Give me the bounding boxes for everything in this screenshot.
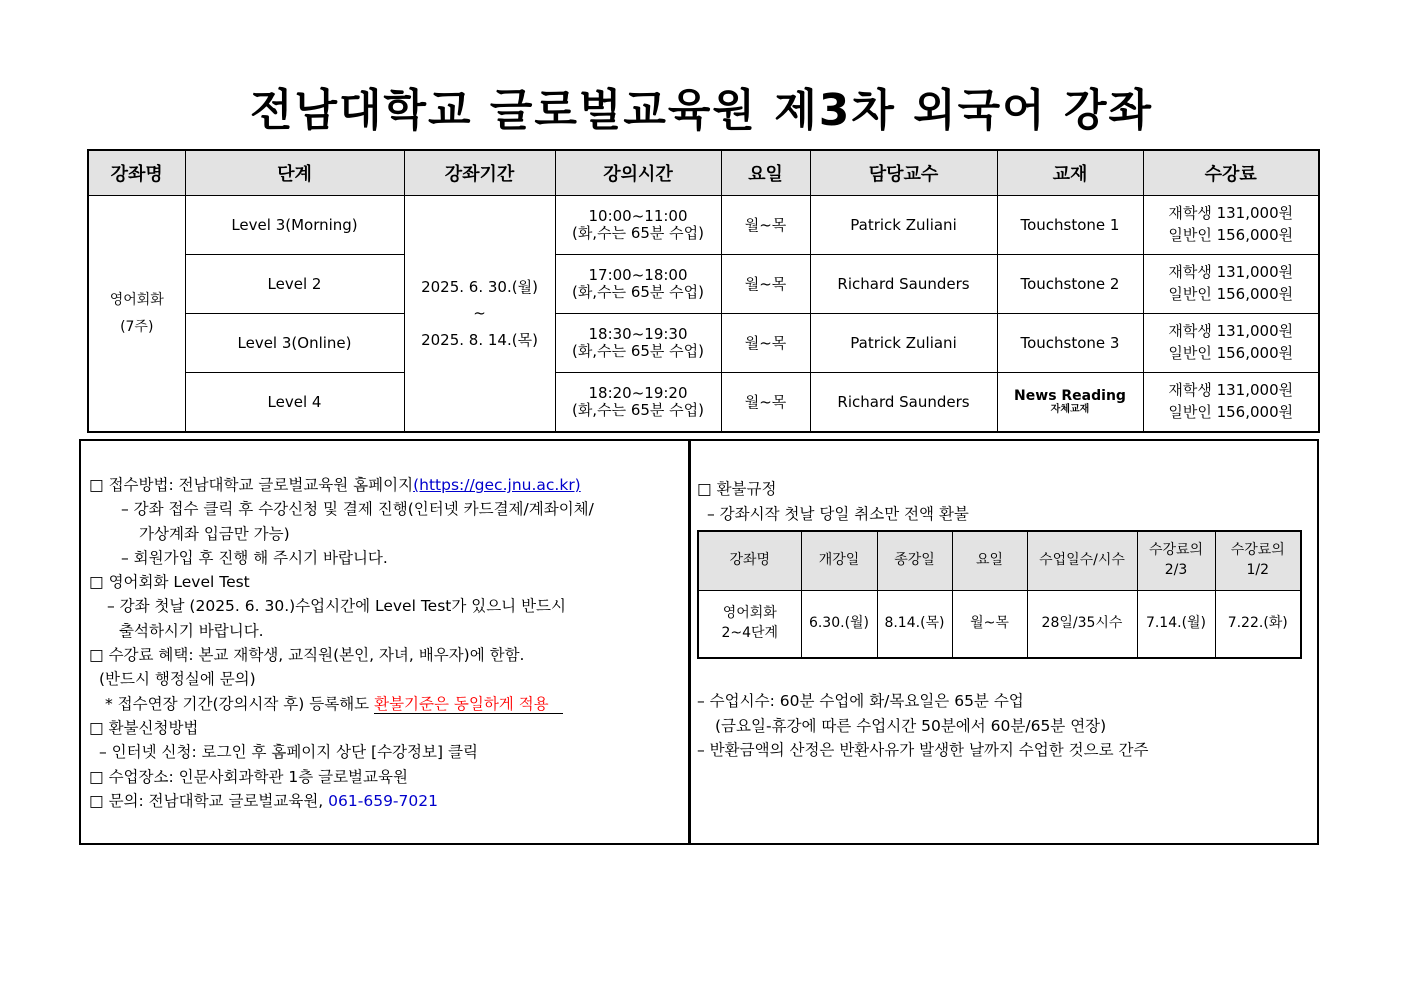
refund-policy-lines xyxy=(697,477,969,526)
fee-cell xyxy=(1143,254,1319,313)
refund-header-start: 개강일 xyxy=(801,531,877,591)
extension-note xyxy=(89,692,594,716)
contact-info xyxy=(89,789,594,813)
registration-signup-note: – 회원가입 후 진행 해 주시기 바랍니다. xyxy=(121,548,388,567)
time-range: 17:00~18:00 xyxy=(588,266,688,285)
header-time: 강의시간 xyxy=(555,150,721,196)
period-start: 2025. 6. 30.(월) xyxy=(421,278,538,297)
refund-header-two-thirds xyxy=(1137,531,1215,591)
fee-general: 일반인 156,000원 xyxy=(1168,284,1294,303)
registration-step-cont: 가상계좌 입금만 가능) xyxy=(139,524,290,543)
refund-table xyxy=(697,530,1302,659)
refund-policy-rule: – 강좌시작 첫날 당일 취소만 전액 환불 xyxy=(707,504,969,523)
table-row xyxy=(88,196,1319,255)
header-course-name: 강좌명 xyxy=(88,150,185,196)
textbook-cell: Touchstone 2 xyxy=(997,254,1143,313)
textbook-title: News Reading xyxy=(1014,387,1126,404)
time-cell xyxy=(555,372,721,432)
refund-notes xyxy=(697,689,1148,763)
period-end: 2025. 8. 14.(목) xyxy=(421,330,538,349)
class-hours-note: – 수업시수: 60분 수업에 화/목요일은 65분 수업 xyxy=(697,692,1024,710)
professor-cell: Richard Saunders xyxy=(810,254,997,313)
refund-request-heading: □ 환불신청방법 xyxy=(89,718,199,737)
contact-label: □ 문의: 전남대학교 글로벌교육원, xyxy=(89,791,324,810)
course-table xyxy=(87,149,1320,433)
fee-general: 일반인 156,000원 xyxy=(1168,343,1294,362)
refund-table-header xyxy=(698,531,1301,591)
refund-header-half xyxy=(1215,531,1301,591)
table-row xyxy=(88,372,1319,432)
header-level: 단계 xyxy=(185,150,404,196)
fee-student: 재학생 131,000원 xyxy=(1168,322,1294,341)
period-separator: ~ xyxy=(473,304,486,323)
textbook-cell: Touchstone 3 xyxy=(997,313,1143,372)
refund-header-course: 강좌명 xyxy=(698,531,801,591)
course-name-cell xyxy=(88,196,185,433)
fee-cell xyxy=(1143,196,1319,255)
time-range: 18:30~19:30 xyxy=(588,325,688,344)
time-range: 10:00~11:00 xyxy=(588,207,688,226)
refund-end-date: 8.14.(목) xyxy=(877,591,952,659)
class-hours-extension: (금요일-휴강에 따른 수업시간 50분에서 60분/65분 연장) xyxy=(715,716,1107,735)
professor-cell: Richard Saunders xyxy=(810,372,997,432)
textbook-note: 자체교재 xyxy=(1050,404,1090,416)
fee-student: 재학생 131,000원 xyxy=(1168,263,1294,282)
refund-course-cell xyxy=(698,591,801,659)
table-row xyxy=(88,254,1319,313)
fee-benefit-note: (반드시 행정실에 문의) xyxy=(99,670,256,689)
refund-course-name: 영어회화 xyxy=(722,605,777,622)
refund-half-date: 7.22.(화) xyxy=(1215,591,1301,659)
refund-header-two-thirds-value: 2/3 xyxy=(1164,562,1188,578)
registration-method-label: □ 접수방법: 전남대학교 글로벌교육원 홈페이지 xyxy=(89,476,414,494)
header-period: 강좌기간 xyxy=(404,150,555,196)
refund-header-end: 종강일 xyxy=(877,531,952,591)
registration-method xyxy=(89,473,594,497)
days-cell: 월~목 xyxy=(721,196,810,255)
time-note: (화,수는 65분 수업) xyxy=(571,282,705,301)
level-test-note-cont: 출석하시기 바랍니다. xyxy=(119,621,264,640)
refund-sessions: 28일/35시수 xyxy=(1027,591,1137,659)
registration-info-lines xyxy=(89,473,594,813)
period-cell xyxy=(404,196,555,433)
page-title: 전남대학교 글로벌교육원 제3차 외국어 강좌 xyxy=(250,85,1153,136)
textbook-cell xyxy=(997,372,1143,432)
level-cell: Level 4 xyxy=(185,372,404,432)
level-cell: Level 2 xyxy=(185,254,404,313)
header-professor: 담당교수 xyxy=(810,150,997,196)
level-cell: Level 3(Morning) xyxy=(185,196,404,255)
time-note: (화,수는 65분 수업) xyxy=(571,223,705,242)
homepage-link[interactable]: (https://gec.jnu.ac.kr) xyxy=(413,476,581,494)
fee-general: 일반인 156,000원 xyxy=(1168,225,1294,244)
header-fee: 수강료 xyxy=(1143,150,1319,196)
days-cell: 월~목 xyxy=(721,254,810,313)
refund-policy-heading: □ 환불규정 xyxy=(697,480,777,498)
fee-student: 재학생 131,000원 xyxy=(1168,204,1294,223)
fee-cell xyxy=(1143,372,1319,432)
refund-header-half-value: 1/2 xyxy=(1246,562,1270,578)
time-cell xyxy=(555,254,721,313)
table-header-row xyxy=(88,150,1319,196)
refund-header-half-label: 수강료의 xyxy=(1230,542,1285,559)
refund-calculation-note: – 반환금액의 산정은 반환사유가 발생한 날까지 수업한 것으로 간주 xyxy=(697,741,1149,759)
professor-cell: Patrick Zuliani xyxy=(810,196,997,255)
fee-cell xyxy=(1143,313,1319,372)
course-name: 영어회화 xyxy=(109,291,164,308)
refund-table-row xyxy=(698,591,1301,659)
textbook-cell: Touchstone 1 xyxy=(997,196,1143,255)
fee-general: 일반인 156,000원 xyxy=(1168,402,1294,421)
registration-info-box xyxy=(79,439,690,845)
refund-course-levels: 2~4단계 xyxy=(721,625,779,641)
table-row xyxy=(88,313,1319,372)
course-duration: (7주) xyxy=(120,318,154,335)
header-textbook: 교재 xyxy=(997,150,1143,196)
time-cell xyxy=(555,313,721,372)
refund-header-sessions: 수업일수/시수 xyxy=(1027,531,1137,591)
refund-header-two-thirds-label: 수강료의 xyxy=(1148,542,1204,559)
refund-two-thirds-date: 7.14.(월) xyxy=(1137,591,1215,659)
refund-header-days: 요일 xyxy=(952,531,1027,591)
header-days: 요일 xyxy=(721,150,810,196)
days-cell: 월~목 xyxy=(721,372,810,432)
level-cell: Level 3(Online) xyxy=(185,313,404,372)
refund-days: 월~목 xyxy=(952,591,1027,659)
extension-warning: 환불기준은 동일하게 적용 xyxy=(374,695,563,714)
time-note: (화,수는 65분 수업) xyxy=(571,341,705,360)
fee-benefit: □ 수강료 혜택: 본교 재학생, 교직원(본인, 자녀, 배우자)에 한함. xyxy=(89,646,525,665)
refund-start-date: 6.30.(월) xyxy=(801,591,877,659)
time-note: (화,수는 65분 수업) xyxy=(571,400,705,419)
registration-step: – 강좌 접수 클릭 후 수강신청 및 결제 진행(인터넷 카드결제/계좌이체/ xyxy=(121,500,594,519)
level-test-heading: □ 영어회화 Level Test xyxy=(89,573,250,592)
fee-student: 재학생 131,000원 xyxy=(1168,381,1294,400)
time-cell xyxy=(555,196,721,255)
class-location: □ 수업장소: 인문사회과학관 1층 글로벌교육원 xyxy=(89,767,408,786)
days-cell: 월~목 xyxy=(721,313,810,372)
professor-cell: Patrick Zuliani xyxy=(810,313,997,372)
refund-request-method: – 인터넷 신청: 로그인 후 홈페이지 상단 [수강정보] 클릭 xyxy=(99,743,478,762)
contact-phone[interactable]: 061-659-7021 xyxy=(328,791,438,810)
extension-note-text: * 접수연장 기간(강의시작 후) 등록해도 xyxy=(105,694,370,713)
level-test-note: – 강좌 첫날 (2025. 6. 30.)수업시간에 Level Test가 있으니 반드시 xyxy=(107,597,567,616)
time-range: 18:20~19:20 xyxy=(588,384,688,403)
refund-policy-box xyxy=(689,439,1319,845)
